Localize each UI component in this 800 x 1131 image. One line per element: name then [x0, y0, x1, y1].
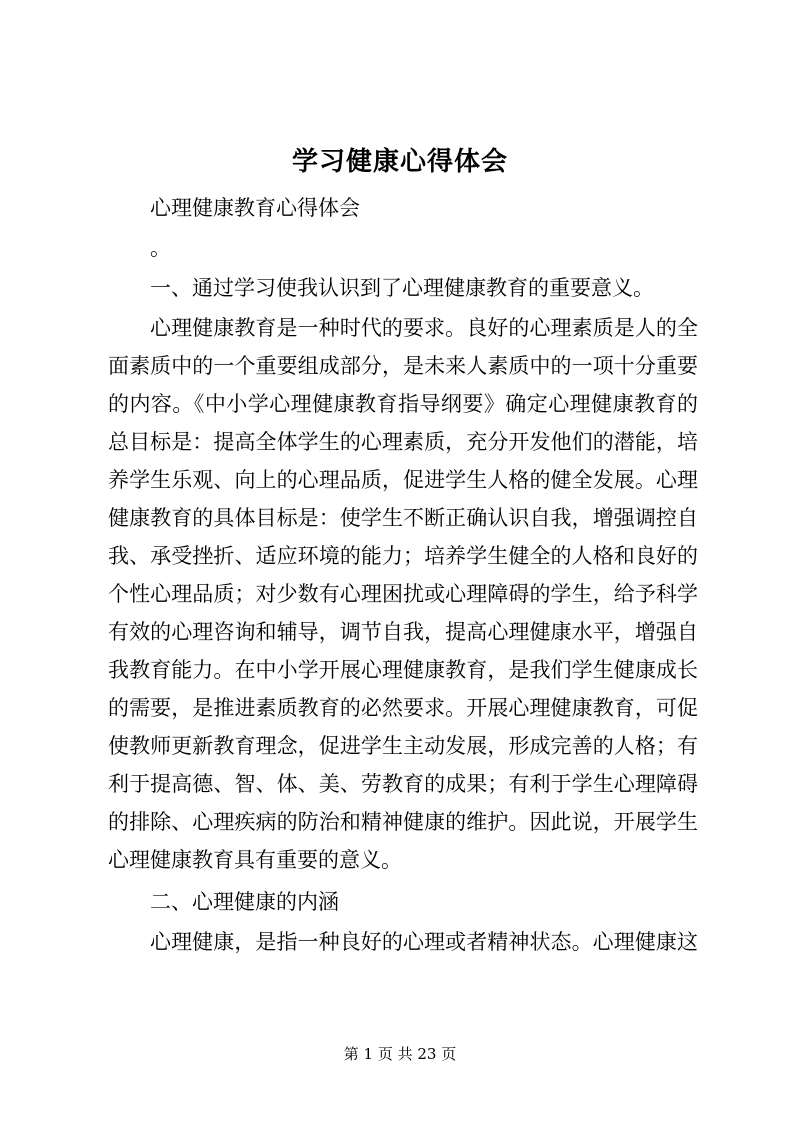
paragraph-1-line: 养学生乐观、向上的心理品质，促进学生人格的健全发展。心理	[108, 468, 698, 492]
paragraph-1-line: 个性心理品质；对少数有心理困扰或心理障碍的学生，给予科学	[108, 582, 698, 606]
paragraph-1-line: 利于提高德、智、体、美、劳教育的成果；有利于学生心理障碍	[108, 772, 698, 796]
paragraph-1-line: 总目标是：提高全体学生的心理素质，充分开发他们的潜能，培	[108, 430, 698, 454]
paragraph-1-line: 的内容。《中小学心理健康教育指导纲要》确定心理健康教育的	[108, 392, 698, 416]
document-subtitle: 心理健康教育心得体会	[150, 196, 360, 220]
paragraph-1-line: 我、承受挫折、适应环境的能力；培养学生健全的人格和良好的	[108, 544, 698, 568]
paragraph-1-line: 健康教育的具体目标是：使学生不断正确认识自我，增强调控自	[108, 506, 698, 530]
paragraph-1-line: 面素质中的一个重要组成部分，是未来人素质中的一项十分重要	[108, 354, 698, 378]
paragraph-1-line: 的需要，是推进素质教育的必然要求。开展心理健康教育，可促	[108, 696, 698, 720]
paragraph-1-line: 有效的心理咨询和辅导，调节自我，提高心理健康水平，增强自	[108, 620, 698, 644]
heading-2: 二、心理健康的内涵	[150, 890, 339, 914]
paragraph-1-line: 使教师更新教育理念，促进学生主动发展，形成完善的人格；有	[108, 734, 698, 758]
paragraph-1-line: 心理健康教育是一种时代的要求。良好的心理素质是人的全	[150, 316, 698, 340]
document-title: 学习健康心得体会	[291, 147, 508, 177]
dot-line: 。	[150, 236, 171, 260]
paragraph-1-line: 我教育能力。在中小学开展心理健康教育，是我们学生健康成长	[108, 658, 698, 682]
heading-1: 一、通过学习使我认识到了心理健康教育的重要意义。	[150, 276, 654, 300]
paragraph-2-line: 心理健康，是指一种良好的心理或者精神状态。心理健康这	[150, 930, 698, 954]
paragraph-1-line: 心理健康教育具有重要的意义。	[108, 848, 402, 872]
page-footer: 第 1 页 共 23 页	[343, 1045, 457, 1063]
paragraph-1-line: 的排除、心理疾病的防治和精神健康的维护。因此说，开展学生	[108, 810, 698, 834]
